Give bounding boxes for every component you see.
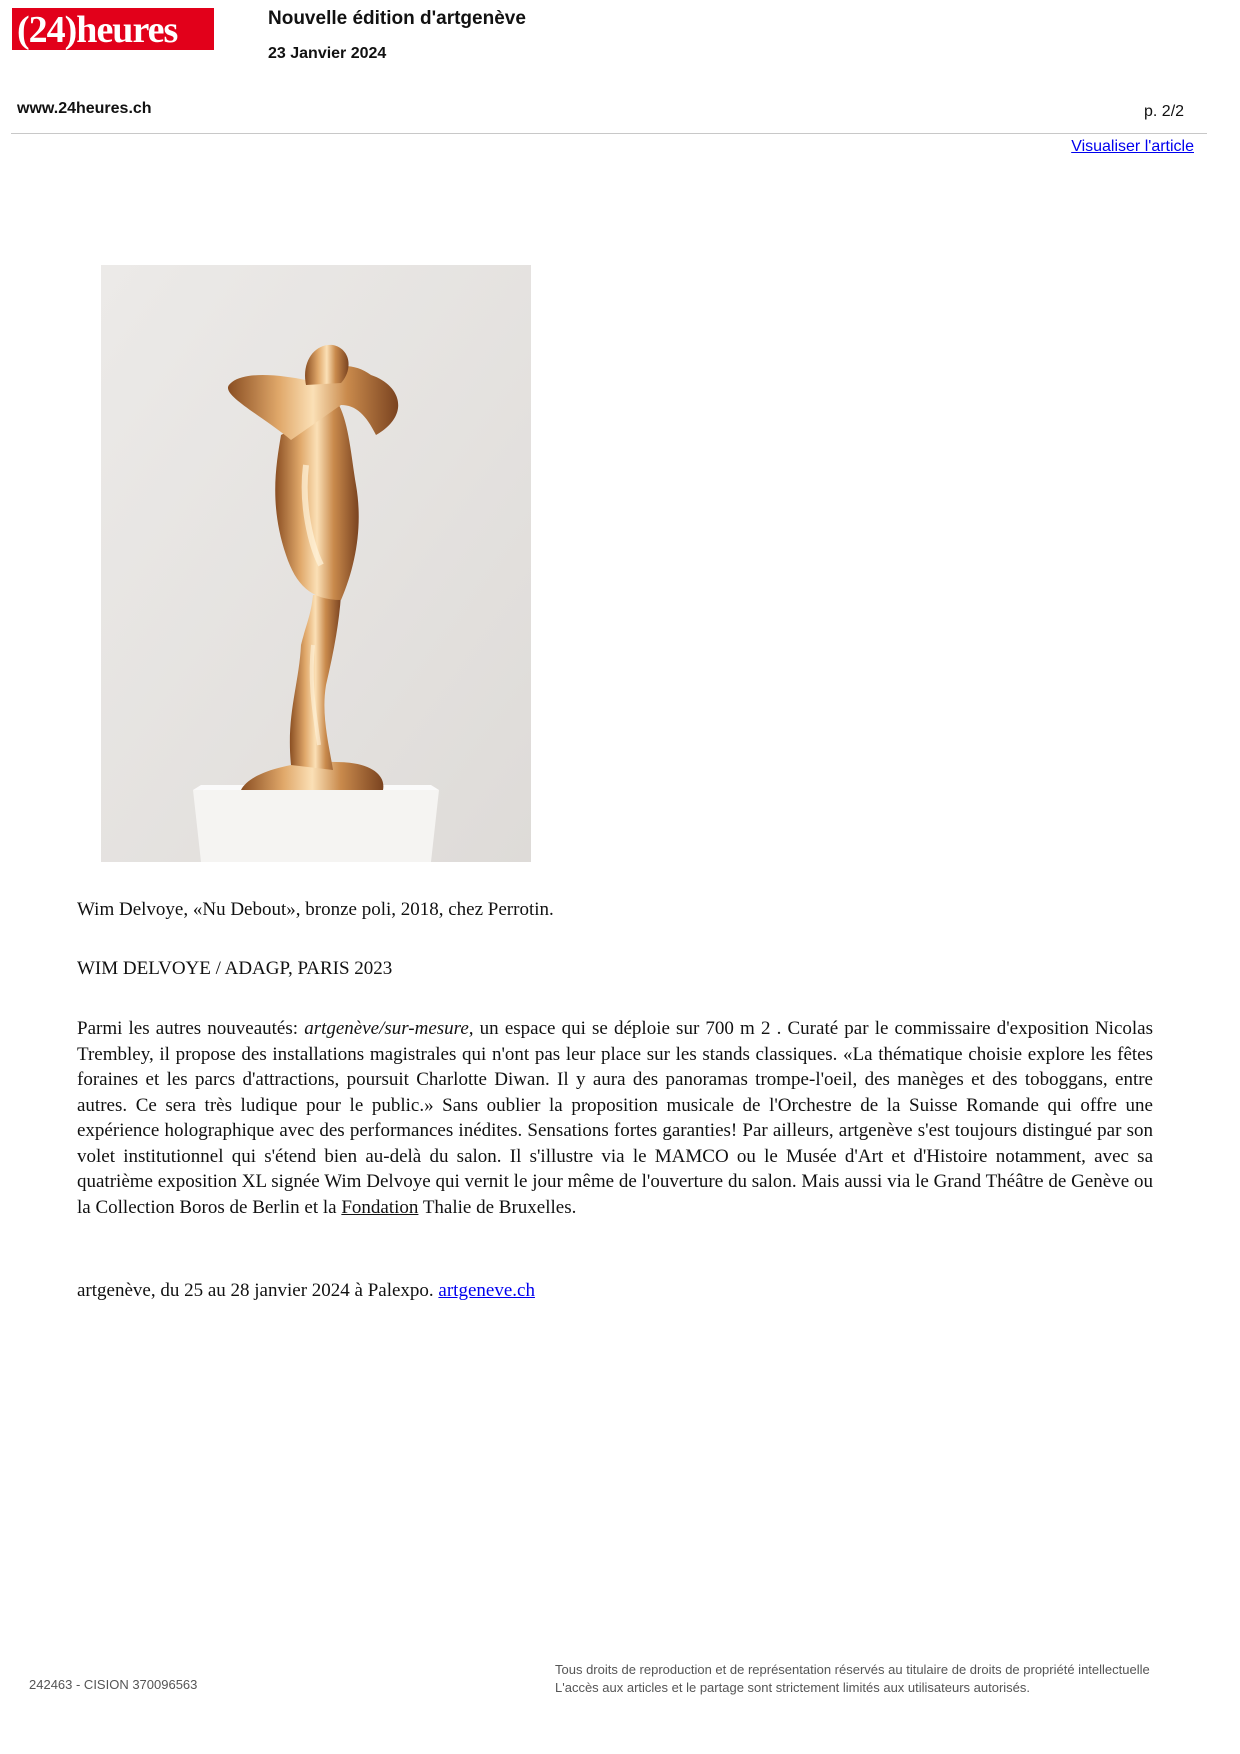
artgeneve-link[interactable]: artgeneve.ch	[438, 1280, 535, 1301]
logo	[12, 8, 214, 50]
document-reference: 242463 - CISION 370096563	[29, 1677, 198, 1692]
page-number: p. 2/2	[1144, 103, 1185, 120]
edition-title: Nouvelle édition d'artgenève	[268, 8, 526, 29]
body-italic: artgenève/sur-mesure,	[304, 1018, 474, 1039]
body-part-2: un espace qui se déploie sur 700 m 2 . Curaté par le commissaire d'exposition Nicolas Trembley, il propose des installations magistrales qui n'ont pas leur place sur les stands classiques. «La thématique choisie explore les fêtes foraines et les parcs d'attractions, poursuit Charlotte Diwan. Il y aura des panoramas trompe-l'oeil, des manèges et des toboggans, entre autres. Ce sera très ludique pour le public.» Sans oublier la proposition musicale de l'Orchestre de la Suisse Romande qui offre une expérience holographique avec des performances inédites. Sensations fortes garanties! Par ailleurs, artgenève s'est toujours distingué par son volet institutionnel qui s'étend bien au-delà du salon. Il s'illustre via le MAMCO ou le Musée d'Art et d'Histoire notamment, avec sa quatrième exposition XL signée Wim Delvoye qui vernit le jour même de l'ouverture du salon. Mais aussi via le Grand Théâtre de Genève ou la Collection Boros de Berlin et la	[77, 1018, 1153, 1218]
body-part-3: Thalie de Bruxelles.	[418, 1196, 577, 1218]
event-info-text: artgenève, du 25 au 28 janvier 2024 à Palexpo.	[77, 1280, 439, 1301]
site-url: www.24heures.ch	[17, 100, 152, 117]
body-part-1: Parmi les autres nouveautés:	[77, 1018, 305, 1039]
svg-text:(24)heures: (24)heures	[17, 9, 178, 50]
article-body	[77, 1016, 1153, 1220]
body-underlined: Fondation	[341, 1196, 419, 1218]
view-article-link[interactable]: Visualiser l'article	[1071, 138, 1194, 155]
event-info	[77, 1278, 1153, 1304]
edition-date: 23 Janvier 2024	[268, 45, 387, 62]
header-divider	[11, 133, 1207, 134]
sculpture-photo	[101, 265, 531, 862]
photo-credit: WIM DELVOYE / ADAGP, PARIS 2023	[77, 958, 393, 979]
rights-line-2: L'accès aux articles et le partage sont strictement limités aux utilisateurs autorisés.	[555, 1680, 1031, 1695]
photo-caption: Wim Delvoye, «Nu Debout», bronze poli, 2018, chez Perrotin.	[77, 899, 554, 920]
rights-notice	[555, 1661, 1150, 1697]
rights-line-1: Tous droits de reproduction et de représentation réservés au titulaire de droits de propriété intellectuelle	[555, 1662, 1150, 1677]
